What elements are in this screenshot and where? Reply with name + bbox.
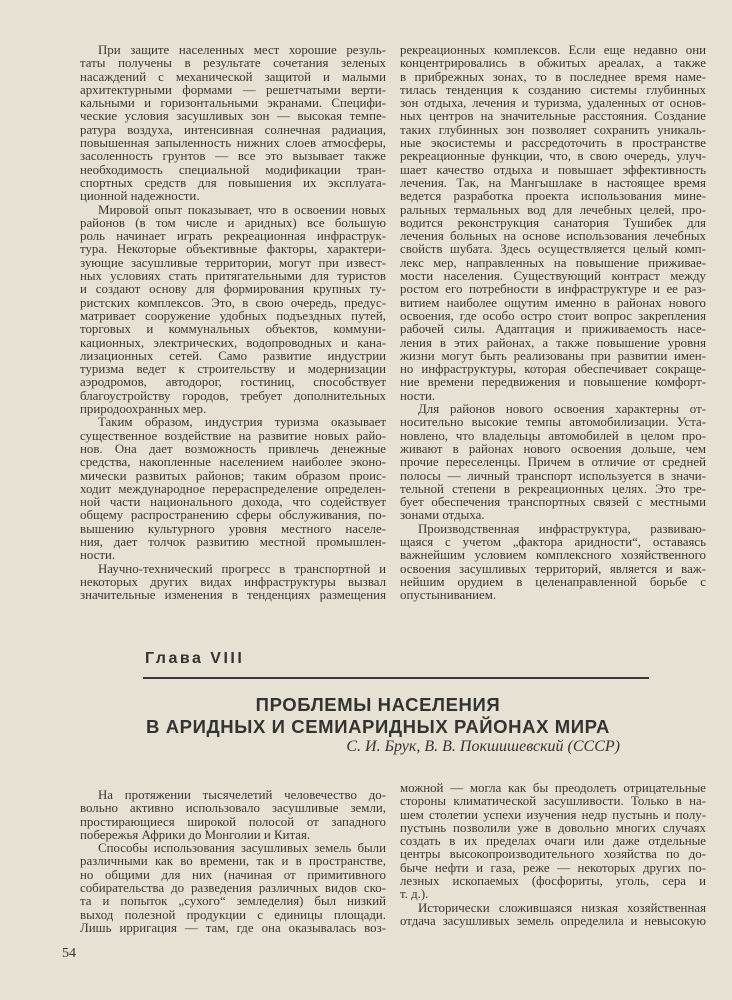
text-line: но инфраструктуры, которая обеспечивает сокраще- [400, 362, 706, 377]
text-line: шем столетии успехи изучения недр пустынь и полу- [400, 807, 706, 822]
text-line: лечения. Так, на Мангышлаке в настоящее время [400, 175, 706, 190]
text-line: ления в этих районах, а также повышение уровня [400, 335, 706, 350]
text-line: вышению культурного уровня местного населе- [80, 521, 386, 536]
text-line: собирательства до разведения различных видов ско- [80, 881, 386, 896]
paragraph [400, 403, 706, 523]
text-line: т. д.). [400, 887, 429, 902]
text-line: существенное воздействие на развитие новых райо- [80, 428, 386, 443]
text-line: ционной надежности. [80, 189, 200, 204]
text-line: нейшим орудием в целенаправленной борьбе с [400, 574, 706, 589]
paragraph [80, 416, 386, 562]
text-line: рекреационных комплексов. Если еще недавно они [400, 43, 706, 57]
text-line: водится реконструкция санатория Тушибек для [400, 215, 706, 230]
chapter-authors: С. И. Брук, В. В. Покшишевский (СССР) [346, 738, 620, 755]
paragraph [80, 789, 386, 842]
text-line: ния, дает толчок развитию местной промышлен- [80, 534, 386, 549]
text-line: ристских комплексов. Это, в свою очередь, предус- [80, 295, 386, 310]
paragraph [400, 902, 706, 929]
text-line: побережья Африки до Монголии и Китая. [80, 827, 311, 842]
text-line: лезных ископаемых (фосфориты, уголь, сера и [400, 874, 706, 889]
text-line: стороны климатической засушливости. Только в на- [400, 794, 706, 809]
text-line: освоения засушливых территорий, является и важ- [400, 561, 706, 576]
text-line: ных условиях стать притягательными для туристов [80, 269, 386, 284]
text-line: центры высокопроизводительного хозяйства по до- [400, 847, 706, 862]
paragraph [80, 842, 386, 935]
paragraph [400, 44, 706, 403]
text-line: Исторически сложившаяся низкая хозяйственная [418, 900, 706, 915]
text-line: тельной степени в рекреационных целях. Это тре- [400, 481, 706, 496]
text-line: Лишь ирригация — там, где она оказывалась воз- [80, 920, 386, 935]
text-line: простирающиеся широкой полосой от западного [80, 814, 386, 829]
text-line: вольно активно использовало засушливые земли, [80, 801, 386, 816]
text-line: тура. Некоторые объективные факторы, характери- [80, 242, 386, 257]
text-line: освоения, где особо остро стоит вопрос закрепления [400, 308, 706, 323]
text-line: щаяся с учетом „фактора аридности“, оставаясь [400, 534, 706, 549]
text-line: свойств шубата. Здесь осуществляется целый комп- [400, 242, 706, 257]
paragraph [80, 204, 386, 417]
text-line: и создают основу для формирования крупных ту- [80, 282, 386, 297]
paragraph [80, 44, 386, 204]
text-line: таких глубинных зон позволяет сохранить уникаль- [400, 122, 706, 137]
text-line: некоторых других видах инфраструктуры вызвал [80, 574, 386, 589]
text-line: концентрировались в обжитых ареалах, а также [400, 56, 706, 71]
text-line: На протяжении тысячелетий человечество до- [98, 788, 386, 802]
text-line: ходит международное перераспределение определен- [80, 481, 386, 496]
text-line: кальными и горизонтальными экранами. Специфи- [80, 96, 386, 111]
text-line: ных центров на значительные расстояния. Создание [400, 109, 706, 124]
text-line: аэродромов, автодорог, гостиниц, способствует [80, 375, 386, 390]
text-line: средства, накопленные населением наиболее эконо- [80, 455, 386, 470]
text-line: спортных средств для повышения их эксплуата- [80, 175, 386, 190]
text-line: полосы — личный транспорт используется в значи- [400, 468, 706, 483]
text-line: но общими для них (начиная от примитивного [80, 867, 386, 882]
paragraph [400, 523, 706, 603]
text-line: мически развитых районов; таким образом проис- [80, 468, 386, 483]
text-line: быче нефти и газа, реже — некоторых других по- [400, 860, 706, 875]
chapter-title-line-2: В АРИДНЫХ И СЕМИАРИДНЫХ РАЙОНАХ МИРА [146, 716, 610, 737]
text-line: лекс мер, направленных на повышение приживае- [400, 255, 706, 270]
text-line: ческие условия засушливых зон — высокая темпе- [80, 109, 386, 124]
text-line: ральных термальных вод для лечебных целей, про- [400, 202, 706, 217]
text-line: ной части национального дохода, что содействует [80, 495, 386, 510]
text-line: ности. [80, 548, 116, 563]
text-line: архитектурными формами — решетчатыми верти- [80, 82, 386, 97]
text-line: выход полезной продукции с единицы площади. [80, 907, 386, 922]
text-line: ратура воздуха, интенсивная солнечная радиация, [80, 122, 386, 137]
text-line: новлено, что владельцы автомобилей в целом про- [400, 428, 706, 443]
text-line: жизни могут быть реализованы при развитии имен- [400, 348, 706, 363]
paragraph [400, 782, 706, 902]
text-line: нов. Она дает возможность привлечь денежные [80, 441, 386, 456]
text-line: Производственная инфраструктура, развиваю- [418, 521, 706, 536]
text-line: создать в их пределах очаги или даже отдельные [400, 834, 706, 849]
text-line: прочие переселенцы. Причем в отличие от средней [400, 455, 706, 470]
text-column-top-right [400, 44, 706, 602]
text-line: та и попыток „сухого“ земледелия) был низкий [80, 894, 386, 909]
text-line: зующие засушливые территории, могут при извест- [80, 255, 386, 270]
text-line: Мировой опыт показывает, что в освоении новых [98, 202, 386, 217]
text-line: опустыниванием. [400, 588, 497, 603]
text-line: зонами отдыха. [400, 508, 485, 523]
text-line: При защите населенных мест хорошие резуль- [98, 43, 386, 57]
text-line: природоохранных мер. [80, 402, 207, 417]
page-number: 54 [62, 946, 76, 961]
text-line: таты получены в результате сочетания зеленых [80, 56, 386, 71]
text-line: бует обеспечения транспортных связей с местными [400, 495, 706, 510]
text-line: кационных, электрических, водопроводных и кана- [80, 335, 386, 350]
text-line: необходимость специальной модификации тран- [80, 162, 386, 177]
text-line: районов (в том числе и аридных) все большую [80, 215, 386, 230]
text-line: пустынь позволили уже в довольно многих случаях [400, 820, 706, 835]
text-line: лечения больных на основе использования лечебных [400, 229, 706, 244]
text-line: ные экосистемы и рассредоточить в пространстве [400, 136, 706, 151]
text-line: витием наиболее ощутим именно в районах нового [400, 295, 706, 310]
text-line: носительно высокие темпы автомобилизации. Уста- [400, 415, 706, 430]
paragraph [80, 563, 386, 603]
text-line: туризма ведет к строительству и модернизации [80, 362, 386, 377]
chapter-label: Глава VIII [145, 650, 245, 667]
text-line: роль начинает играть рекреационная инфраструк- [80, 229, 386, 244]
text-line: зон отдыха, лечения и туризма, удаленных от основ- [400, 96, 706, 111]
text-line: шает качество отдыха и повышает эффективность [400, 162, 706, 177]
text-column-bottom-right [400, 782, 706, 928]
text-line: различными как во времени, так и в пространстве, [80, 854, 386, 869]
text-line: тилась тенденция к созданию системы глубинных [400, 82, 706, 97]
text-line: засоленность грунтов — все это вызывает также [80, 149, 386, 164]
text-line: Для районов нового освоения характерны от- [418, 402, 706, 417]
text-line: в прибрежных зонах, то в последнее время наме- [400, 69, 706, 84]
text-line: повышенная запыленность нижних слоев атмосферы, [80, 136, 386, 151]
text-line: насаждений с механической защитой и малыми [80, 69, 386, 84]
text-line: отдача засушливых земель определила и невысокую [400, 913, 706, 928]
text-line: торговых и коммунальных объектов, коммуни- [80, 322, 386, 337]
text-line: мости населения. Существующий контраст между [400, 269, 706, 284]
text-line: благоустройству городов, требует дополнительных [80, 388, 386, 403]
text-line: ведется разработка проекта использования мине- [400, 189, 706, 204]
text-line: матривает сооружение удобных подъездных путей, [80, 308, 386, 323]
chapter-divider [143, 677, 649, 679]
text-line: рекреационные функции, что, в свою очередь, улуч- [400, 149, 706, 164]
text-line: ности. [400, 388, 436, 403]
chapter-title-line-1: ПРОБЛЕМЫ НАСЕЛЕНИЯ [255, 694, 501, 715]
text-line: рабочей силы. Адаптация и приживаемость насе- [400, 322, 706, 337]
text-line: общему распространению сферы обслуживания, по- [80, 508, 386, 523]
text-line: живают в районах нового освоения дольше, чем [400, 441, 706, 456]
text-line: ние времени передвижения и повышение комфорт- [400, 375, 706, 390]
text-line: важнейшим условием комплексного хозяйственного [400, 548, 706, 563]
text-line: Таким образом, индустрия туризма оказывает [98, 415, 386, 430]
text-line: ростом его потребности в инфраструктуре и ее раз- [400, 282, 706, 297]
text-line: Научно-технический прогресс в транспортной и [98, 561, 386, 576]
text-line: значительные изменения в тенденциях размещения [80, 588, 386, 603]
text-column-bottom-left [80, 789, 386, 935]
text-line: лизационных сетей. Само развитие индустрии [80, 348, 386, 363]
text-line: Способы использования засушливых земель были [98, 841, 386, 856]
text-column-top-left [80, 44, 386, 602]
text-line: можной — могла как бы преодолеть отрицательные [400, 781, 706, 795]
